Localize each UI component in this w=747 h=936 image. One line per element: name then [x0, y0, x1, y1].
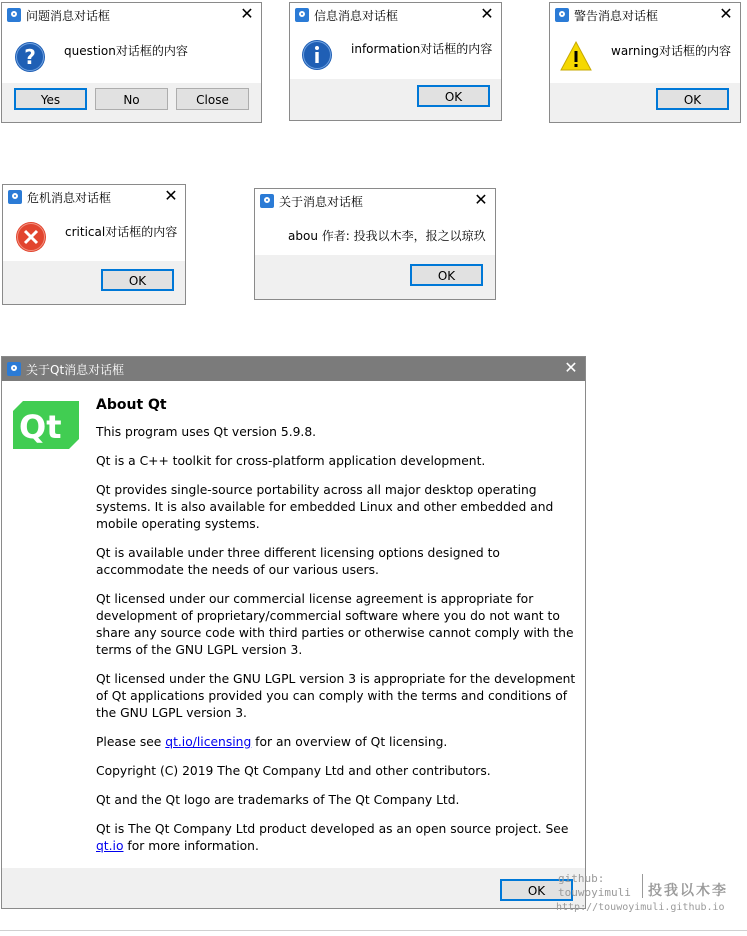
watermark-signature: 投我以木李 [648, 883, 728, 899]
critical-dialog [2, 184, 186, 305]
question-content [2, 27, 261, 83]
about-content [255, 213, 495, 255]
app-icon [8, 190, 22, 204]
about-qt-product-post: for more information. [123, 839, 259, 853]
question-icon [14, 41, 46, 73]
critical-content [3, 209, 185, 261]
information-dialog [289, 2, 502, 121]
about-qt-portability: Qt provides single-source portability across all major desktop operating systems. It is also available for embedded Linux and other embedded and mobile operating systems. [96, 483, 554, 531]
warning-title: 警告消息对话框 [574, 9, 659, 23]
close-icon[interactable]: ✕ [564, 358, 578, 377]
about-qt-licensing: Qt is available under three different licensing options designed to accommodate the needs of our various users. [96, 546, 500, 577]
watermark-line1: github: [558, 872, 605, 885]
about-qt-trademark: Qt and the Qt logo are trademarks of The Qt Company Ltd. [96, 793, 460, 807]
warning-titlebar[interactable] [550, 3, 740, 28]
ok-button[interactable]: OK [656, 88, 729, 110]
yes-button[interactable]: Yes [14, 88, 87, 110]
about-titlebar[interactable] [255, 189, 495, 214]
watermark-separator [642, 874, 643, 898]
app-icon [7, 8, 21, 22]
question-dialog [1, 2, 262, 123]
information-title: 信息消息对话框 [314, 9, 399, 23]
about-qt-see-pre: Please see [96, 735, 166, 749]
about-dialog [254, 188, 496, 300]
information-titlebar[interactable] [290, 3, 501, 28]
about-qt-product-pre: Qt is The Qt Company Ltd product developed as an open source project. See [96, 822, 569, 836]
app-icon [260, 194, 274, 208]
about-message: abou 作者: 投我以木李，报之以琼玖 [288, 229, 486, 243]
critical-titlebar[interactable] [3, 185, 185, 210]
about-qt-title: 关于Qt消息对话框 [26, 363, 125, 377]
ok-button[interactable]: OK [101, 269, 174, 291]
qt-logo-text: Qt [19, 408, 62, 446]
close-icon[interactable]: ✕ [719, 4, 733, 23]
critical-icon [15, 221, 47, 253]
warning-dialog [549, 2, 741, 123]
about-qt-version: This program uses Qt version 5.9.8. [96, 425, 317, 439]
app-icon [7, 362, 21, 376]
close-icon[interactable]: ✕ [474, 190, 488, 209]
app-icon [555, 8, 569, 22]
critical-title: 危机消息对话框 [27, 191, 112, 205]
about-qt-lgpl: Qt licensed under the GNU LGPL version 3 is appropriate for the development of Qt applications provided you can comply with the terms and conditions of the GNU LGPL version 3. [96, 672, 576, 720]
qt-logo-icon [13, 401, 79, 449]
information-icon [301, 39, 333, 71]
information-content [290, 27, 501, 79]
licensing-link[interactable]: qt.io/licensing [165, 735, 252, 749]
about-qt-see [96, 734, 576, 751]
critical-message: critical对话框的内容 [65, 225, 178, 239]
about-qt-commercial: Qt licensed under our commercial license agreement is appropriate for development of proprietary/commercial software where you do not want to share any source code with third parties or otherwise cannot comply with the terms of the GNU LGPL version 3. [96, 592, 574, 657]
qt-io-link[interactable]: qt.io [96, 839, 124, 853]
watermark-line2: touwoyimuli [558, 886, 631, 899]
warning-content [550, 27, 740, 83]
question-title: 问题消息对话框 [26, 9, 111, 23]
app-icon [295, 8, 309, 22]
warning-icon [560, 40, 592, 72]
close-icon[interactable]: ✕ [240, 4, 254, 23]
about-qt-copyright: Copyright (C) 2019 The Qt Company Ltd and other contributors. [96, 764, 491, 778]
about-qt-heading: About Qt [96, 397, 167, 413]
no-button[interactable]: No [95, 88, 168, 110]
close-icon[interactable]: ✕ [480, 4, 494, 23]
about-qt-text [96, 393, 576, 867]
divider [0, 930, 747, 931]
ok-button[interactable]: OK [410, 264, 483, 286]
watermark-url: http://touwoyimuli.github.io [556, 902, 725, 913]
close-icon[interactable]: ✕ [164, 186, 178, 205]
about-qt-dialog [1, 356, 586, 909]
close-button[interactable]: Close [176, 88, 249, 110]
about-qt-product [96, 821, 576, 855]
watermark [556, 870, 746, 920]
about-title: 关于消息对话框 [279, 195, 364, 209]
warning-message: warning对话框的内容 [611, 44, 732, 58]
information-message: information对话框的内容 [351, 42, 493, 56]
about-qt-titlebar[interactable] [2, 357, 585, 382]
about-qt-see-post: for an overview of Qt licensing. [251, 735, 448, 749]
about-qt-toolkit: Qt is a C++ toolkit for cross-platform application development. [96, 454, 486, 468]
question-message: question对话框的内容 [64, 44, 188, 58]
svg-text:?: ? [24, 45, 36, 69]
question-titlebar[interactable] [2, 3, 261, 28]
ok-button[interactable]: OK [500, 879, 573, 901]
ok-button[interactable]: OK [417, 85, 490, 107]
